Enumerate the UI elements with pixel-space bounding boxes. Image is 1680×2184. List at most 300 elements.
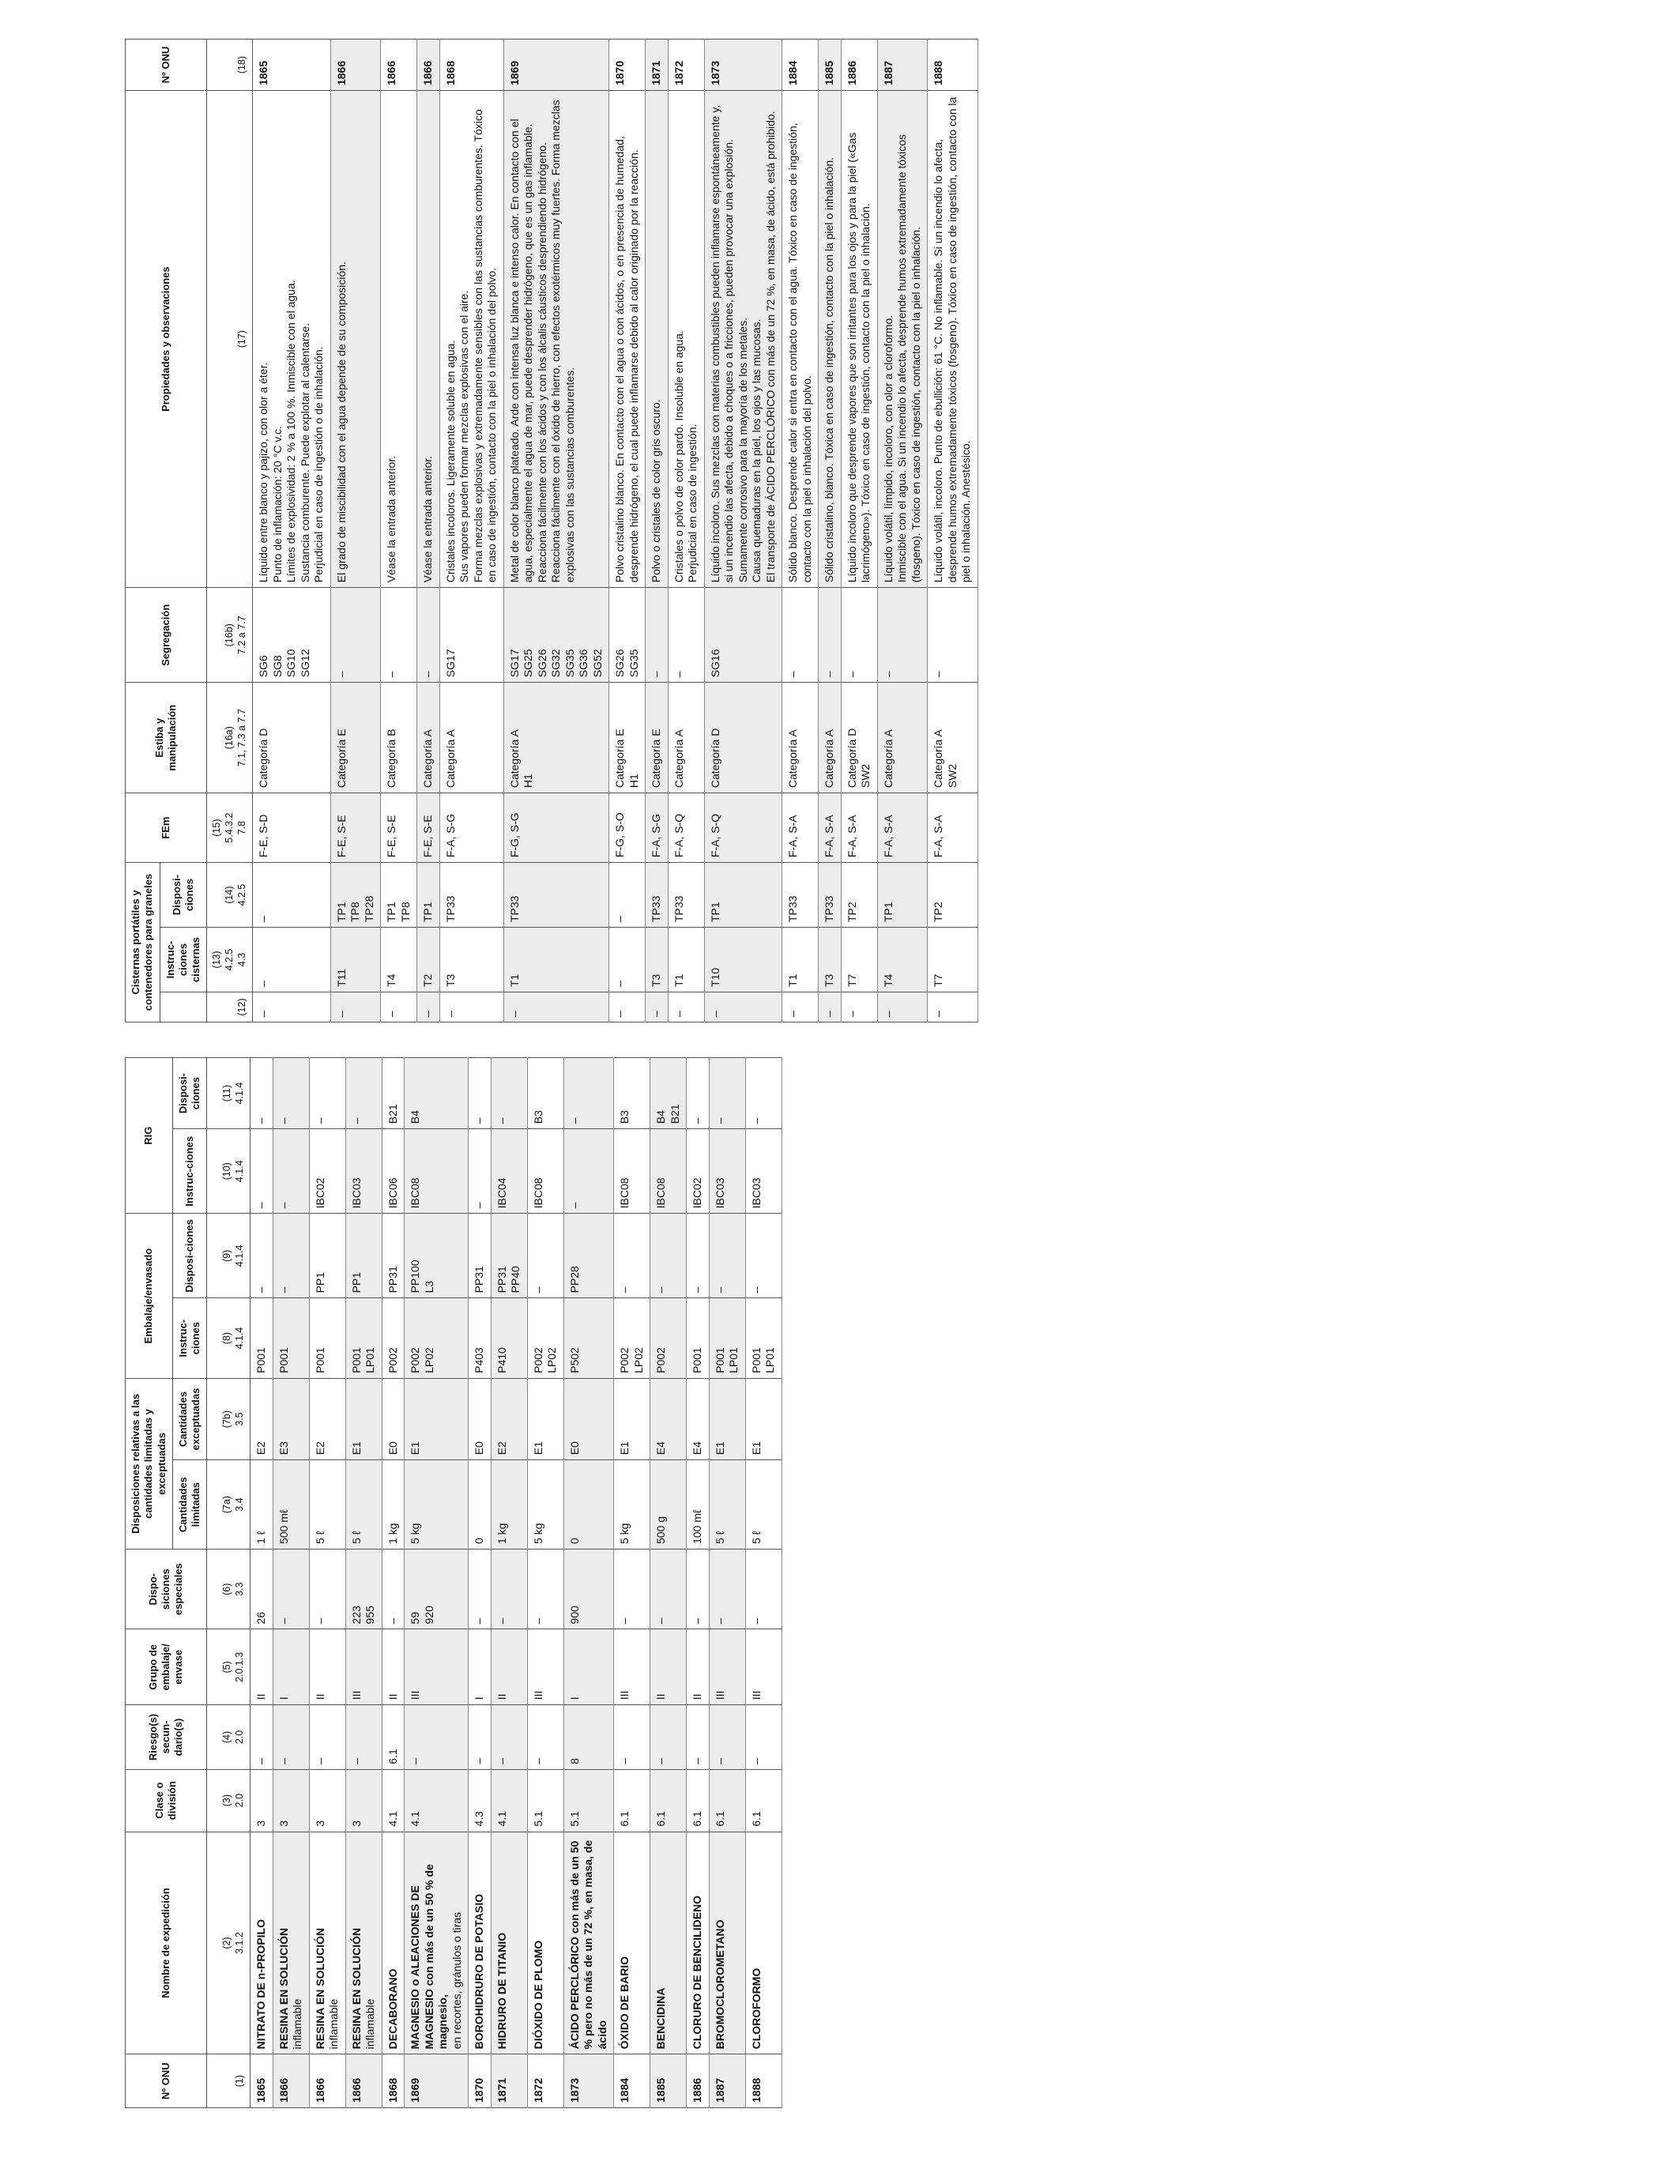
cell-c7a: 1 kg (382, 1460, 405, 1550)
shipping-name-cell (273, 1832, 309, 2054)
cell-c15: F-A, S-G (439, 793, 503, 863)
cell-c16b: – (330, 588, 381, 683)
cell-c14: – (253, 863, 331, 928)
cell-c8: P410 (491, 1298, 527, 1378)
cell-c8: P001 LP01 (345, 1298, 382, 1378)
cell-c8: P001 LP01 (745, 1298, 782, 1378)
cell-c8: P001 LP01 (709, 1298, 745, 1378)
cell-c13: T4 (381, 928, 417, 992)
cell-c7a: 5 ℓ (309, 1460, 345, 1550)
cell-c3: 6.1 (745, 1769, 782, 1832)
dangerous-goods-list-right-table (125, 39, 978, 1022)
shipping-name-cell (345, 1832, 382, 2054)
cell-c7a: 5 kg (527, 1460, 563, 1550)
header-row (126, 40, 160, 1022)
table-row (646, 40, 669, 1022)
shipping-name-cell (527, 1832, 563, 2054)
cell-c7b: E1 (345, 1378, 382, 1459)
cell-c7b: E1 (527, 1378, 563, 1459)
cell-c6: – (614, 1550, 650, 1629)
cell-c9: PP31 (469, 1214, 492, 1298)
cell-c7b: E1 (614, 1378, 650, 1459)
col-number: (15) 5.4.3.2 7.8 (207, 793, 253, 863)
cell-c7a: 500 mℓ (273, 1460, 309, 1550)
shipping-name-cell (250, 1832, 273, 2054)
cell-c7a: 5 ℓ (345, 1460, 382, 1550)
cell-c14: TP1 TP8 (381, 863, 417, 928)
cell-c16a: Categoría E (330, 683, 381, 793)
un-number-cell: 1884 (614, 2054, 650, 2108)
cell-c3: 6.1 (687, 1769, 710, 1832)
shipping-name: NITRATO DE n-PROPILO (254, 1919, 268, 2050)
cell-c4: 8 (563, 1705, 614, 1769)
cell-c9: PP100 L3 (405, 1214, 469, 1298)
properties-cell: Polvo cristalino blanco. En contacto con el agua o con ácidos, o en presencia de humedad, desprende hidrógeno, el cual puede inflamarse debido al calor originado por la reacción. (609, 91, 646, 588)
table-row (819, 40, 842, 1022)
dangerous-goods-list-left-table (125, 1057, 782, 2108)
shipping-name-cell (469, 1832, 492, 2054)
properties-cell: Sólido blanco. Desprende calor si entra en contacto con el agua. Tóxico en caso de ingestión, contacto con la piel o inhalación del polvo. (782, 91, 819, 588)
cell-c11: – (745, 1058, 782, 1129)
col-number: (2) 3.1.2 (207, 1832, 250, 2054)
cell-c13: T11 (330, 928, 381, 992)
cell-c16b: – (417, 588, 440, 683)
col-header-cantidades-group: Disposiciones relativas a las cantidades limitadas y exceptuadas (126, 1378, 173, 1549)
cell-c6: – (650, 1550, 687, 1629)
col-header-grupo: Grupo de embalaje/ envase (126, 1629, 207, 1705)
properties-cell: Véase la entrada anterior. (417, 91, 440, 588)
properties-cell: Véase la entrada anterior. (381, 91, 417, 588)
cell-c3: 6.1 (709, 1769, 745, 1832)
cell-c14: TP1 (704, 863, 782, 928)
cell-c5: II (650, 1629, 687, 1705)
cell-c15: F-A, S-Q (668, 793, 704, 863)
cell-c7a: 1 ℓ (250, 1460, 273, 1550)
table-row (928, 40, 978, 1022)
left-table-body (250, 1058, 782, 2108)
cell-c16a: Categoría A H1 (503, 683, 609, 793)
table-row (527, 1058, 563, 2108)
cell-c16a: Categoría A (877, 683, 928, 793)
cell-c6: 900 (563, 1550, 614, 1629)
properties-cell: Líquido entre blanco y pajizo, con olor a éter. Punto de inflamación: 20 °C v.c. Límites de explosividad: 2 % a 100 %. Inmiscible con el agua. Sustancia comburente. Puede explotar al calentarse. Perjudicial en caso de ingestión o de inhalación. (253, 91, 331, 588)
shipping-name: DECABORANO (386, 1968, 399, 2050)
cell-c9: – (273, 1214, 309, 1298)
table-row (439, 40, 503, 1022)
cell-c3: 4.1 (405, 1769, 469, 1832)
table-row (330, 40, 381, 1022)
cell-c7a: 5 kg (614, 1460, 650, 1550)
un-number-cell: 1865 (250, 2054, 273, 2108)
cell-c10: IBC03 (745, 1129, 782, 1214)
cell-c7a: 5 kg (405, 1460, 469, 1550)
cell-c13: – (253, 928, 331, 992)
cell-c4: – (491, 1705, 527, 1769)
cell-c9: PP28 (563, 1214, 614, 1298)
cell-c14: TP1 (877, 863, 928, 928)
col-header-estiba: Estiba y manipulación (126, 683, 207, 793)
col-header-rig-group: RIG (126, 1058, 173, 1214)
cell-c16b: SG6 SG8 SG10 SG12 (253, 588, 331, 683)
col-number: (3) 2.0 (207, 1769, 250, 1832)
cell-c6: – (469, 1550, 492, 1629)
cell-c3: 3 (250, 1769, 273, 1832)
col-number: (13) 4.2.5 4.3 (207, 928, 253, 992)
cell-c4: – (709, 1705, 745, 1769)
cell-c16a: Categoría D (253, 683, 331, 793)
shipping-name: BROMOCLOROMETANO (713, 1919, 726, 2050)
cell-c10: IBC06 (382, 1129, 405, 1214)
col-header-emb-disp: Disposi-ciones (172, 1214, 207, 1298)
cell-c7a: 0 (469, 1460, 492, 1550)
cell-c13: T1 (668, 928, 704, 992)
cell-c10: – (250, 1129, 273, 1214)
cell-c4: – (405, 1705, 469, 1769)
un-number-cell-right: 1869 (503, 40, 609, 91)
table-row (503, 40, 609, 1022)
col-number: (18) (207, 40, 253, 91)
cell-c5: III (745, 1629, 782, 1705)
cell-c12: – (668, 992, 704, 1022)
cell-c11: – (491, 1058, 527, 1129)
col-number: (17) (207, 91, 253, 588)
cell-c10: – (563, 1129, 614, 1214)
shipping-name: RESINA EN SOLUCIÓN (313, 1927, 326, 2050)
cell-c9: – (250, 1214, 273, 1298)
cell-c6: 26 (250, 1550, 273, 1629)
cell-c4: – (273, 1705, 309, 1769)
shipping-name-cell (687, 1832, 710, 2054)
cell-c8: P002 LP02 (405, 1298, 469, 1378)
cell-c7b: E3 (273, 1378, 309, 1459)
right-table-body (253, 40, 978, 1022)
cell-c8: P001 (250, 1298, 273, 1378)
cell-c5: I (469, 1629, 492, 1705)
col-header-clase: Clase o división (126, 1769, 207, 1832)
cell-c10: IBC08 (650, 1129, 687, 1214)
cell-c16b: – (646, 588, 669, 683)
table-row (704, 40, 782, 1022)
cell-c5: III (405, 1629, 469, 1705)
cell-c6: 223 955 (345, 1550, 382, 1629)
table-row (417, 40, 440, 1022)
cell-c12: – (819, 992, 842, 1022)
col-number: (14) 4.2.5 (207, 863, 253, 928)
cell-c15: F-A, S-Q (704, 793, 782, 863)
cell-c6: – (745, 1550, 782, 1629)
cell-c12: – (782, 992, 819, 1022)
un-number-cell: 1866 (273, 2054, 309, 2108)
un-number-cell: 1868 (382, 2054, 405, 2108)
cell-c4: – (745, 1705, 782, 1769)
cell-c15: F-A, S-A (877, 793, 928, 863)
table-row (253, 40, 331, 1022)
un-number-cell-right: 1887 (877, 40, 928, 91)
col-header-c12 (160, 992, 207, 1022)
cell-c6: – (687, 1550, 710, 1629)
un-number-cell-right: 1866 (330, 40, 381, 91)
table-row (668, 40, 704, 1022)
cell-c9: PP1 (345, 1214, 382, 1298)
un-number-cell-right: 1870 (609, 40, 646, 91)
cell-c9: PP31 PP40 (491, 1214, 527, 1298)
properties-cell: Líquido incoloro. Sus mezclas con materias combustibles pueden inflamarse espontáneamente y, si un incendio las afecta, debido a choques o a fricciones, pueden provocar una explosión. Sumamente corrosivo para la mayoría de los metales. Causa quemaduras en la piel, los ojos y las mucosas. El transporte de ÁCIDO PERCLÓRICO con más de un 72 %, en masa, de ácido, está prohibido. (704, 91, 782, 588)
cell-c15: F-E, S-E (330, 793, 381, 863)
cell-c16a: Categoría A (668, 683, 704, 793)
col-number: (8) 4.1.4 (207, 1298, 250, 1378)
shipping-name: BENCIDINA (654, 1987, 668, 2050)
shipping-name: ÓXIDO DE BARIO (618, 1956, 631, 2050)
cell-c7b: E1 (405, 1378, 469, 1459)
cell-c10: IBC02 (687, 1129, 710, 1214)
cell-c9: – (527, 1214, 563, 1298)
col-header-onu: Nº ONU (126, 2054, 207, 2108)
table-row (745, 1058, 782, 2108)
shipping-name: HIDRURO DE TITANIO (495, 1932, 508, 2050)
cell-c15: F-E, S-E (417, 793, 440, 863)
col-header-riesgo: Riesgo(s) secun-dario(s) (126, 1705, 207, 1769)
header-row (126, 1058, 173, 2108)
cell-c16a: Categoría A (439, 683, 503, 793)
cell-c14: TP2 (928, 863, 978, 928)
shipping-name-cell (709, 1832, 745, 2054)
un-number-cell-right: 1888 (928, 40, 978, 91)
cell-c8: P001 (309, 1298, 345, 1378)
shipping-name: RESINA EN SOLUCIÓN (349, 1927, 363, 2050)
cell-c11: – (250, 1058, 273, 1129)
cell-c5: II (382, 1629, 405, 1705)
cell-c8: P403 (469, 1298, 492, 1378)
cell-c7b: E0 (563, 1378, 614, 1459)
cell-c16b: – (819, 588, 842, 683)
cell-c3: 5.1 (527, 1769, 563, 1832)
table-row (650, 1058, 687, 2108)
cell-c9: – (709, 1214, 745, 1298)
cell-c11: – (309, 1058, 345, 1129)
un-number-cell-right: 1866 (417, 40, 440, 91)
un-number-cell: 1869 (405, 2054, 469, 2108)
cell-c5: I (273, 1629, 309, 1705)
properties-cell: Líquido volátil, límpido, incoloro, con olor a cloroformo. Inmiscible con el agua. Si un incendio lo afecta, desprende humos extremadamente tóxicos (fosgeno). Tóxico en caso de ingestión, contacto con la piel o inhalación. (877, 91, 928, 588)
cell-c9: – (614, 1214, 650, 1298)
cell-c10: IBC08 (527, 1129, 563, 1214)
col-number: (12) (207, 992, 253, 1022)
col-number: (9) 4.1.4 (207, 1214, 250, 1298)
cell-c12: – (646, 992, 669, 1022)
col-number: (1) (207, 2054, 250, 2108)
cell-c4: – (309, 1705, 345, 1769)
cell-c3: 3 (273, 1769, 309, 1832)
shipping-name-qualifier: inflamable (291, 1998, 304, 2050)
cell-c6: – (527, 1550, 563, 1629)
cell-c13: T1 (503, 928, 609, 992)
cell-c11: B21 (382, 1058, 405, 1129)
cell-c10: – (273, 1129, 309, 1214)
un-number-cell-right: 1873 (704, 40, 782, 91)
un-number-cell: 1866 (345, 2054, 382, 2108)
table-row (250, 1058, 273, 2108)
table-row (877, 40, 928, 1022)
properties-cell: Líquido volátil, incoloro. Punto de ebullición: 61 °C. No inflamable. Si un incendio lo afecta, desprende humos extremadamente tóxicos (fosgeno). Tóxico en caso de ingestión, contacto con la piel o inhalación. Anestésico. (928, 91, 978, 588)
col-number: (11) 4.1.4 (207, 1058, 250, 1129)
cell-c11: – (469, 1058, 492, 1129)
cell-c6: – (382, 1550, 405, 1629)
cell-c16b: – (928, 588, 978, 683)
col-number: (16a) 7.1, 7.3 a 7.7 (207, 683, 253, 793)
col-header-cisternas-group: Cisternas portátiles y contenedores para graneles (126, 863, 160, 1022)
properties-cell: Sólido cristalino, blanco. Tóxica en caso de ingestión, contacto con la piel o inhalación. (819, 91, 842, 588)
cell-c4: – (527, 1705, 563, 1769)
col-header-segregacion: Segregación (126, 588, 207, 683)
cell-c3: 4.1 (382, 1769, 405, 1832)
table-row (381, 40, 417, 1022)
shipping-name-cell (309, 1832, 345, 2054)
un-number-cell: 1887 (709, 2054, 745, 2108)
cell-c16a: Categoría D SW2 (841, 683, 877, 793)
cell-c8: P002 (382, 1298, 405, 1378)
cell-c5: I (563, 1629, 614, 1705)
cell-c16a: Categoría B (381, 683, 417, 793)
cell-c13: T7 (928, 928, 978, 992)
cell-c16a: Categoría A (782, 683, 819, 793)
cell-c11: B4 B21 (650, 1058, 687, 1129)
col-header-rig-disp: Disposi-ciones (172, 1058, 207, 1129)
table-row (382, 1058, 405, 2108)
cell-c5: II (687, 1629, 710, 1705)
col-number: (4) 2.0 (207, 1705, 250, 1769)
cell-c5: II (309, 1629, 345, 1705)
cell-c8: P502 (563, 1298, 614, 1378)
un-number-cell: 1885 (650, 2054, 687, 2108)
cell-c16a: Categoría E H1 (609, 683, 646, 793)
cell-c15: F-E, S-D (253, 793, 331, 863)
cell-c10: IBC04 (491, 1129, 527, 1214)
cell-c4: – (687, 1705, 710, 1769)
cell-c12: – (704, 992, 782, 1022)
cell-c3: 6.1 (650, 1769, 687, 1832)
col-header-cisternas-instr: Instruc-ciones cisternas (160, 928, 207, 992)
cell-c3: 4.1 (491, 1769, 527, 1832)
cell-c13: – (609, 928, 646, 992)
cell-c16b: SG26 SG35 (609, 588, 646, 683)
cell-c16b: – (381, 588, 417, 683)
cell-c12: – (609, 992, 646, 1022)
table-row (687, 1058, 710, 2108)
cell-c11: – (345, 1058, 382, 1129)
cell-c8: P001 (273, 1298, 309, 1378)
table-row (469, 1058, 492, 2108)
cell-c4: – (469, 1705, 492, 1769)
cell-c10: IBC08 (405, 1129, 469, 1214)
cell-c11: – (273, 1058, 309, 1129)
cell-c7b: E0 (469, 1378, 492, 1459)
cell-c13: T3 (646, 928, 669, 992)
cell-c5: III (345, 1629, 382, 1705)
cell-c6: – (709, 1550, 745, 1629)
cell-c13: T10 (704, 928, 782, 992)
cell-c16a: Categoría A (417, 683, 440, 793)
shipping-name: CLOROFORMO (749, 1967, 763, 2050)
cell-c13: T7 (841, 928, 877, 992)
shipping-name-cell (745, 1832, 782, 2054)
cell-c4: – (614, 1705, 650, 1769)
cell-c12: – (330, 992, 381, 1022)
cell-c12: – (503, 992, 609, 1022)
cell-c7a: 100 mℓ (687, 1460, 710, 1550)
cell-c6: – (491, 1550, 527, 1629)
cell-c14: TP33 (819, 863, 842, 928)
properties-cell: Cristales incoloros. Ligeramente soluble en agua. Sus vapores pueden formar mezclas explosivas con el aire. Forma mezclas explosivas y extremadamente sensibles con las sustancias comburentes. Tóxico en caso de ingestión, contacto con la piel o inhalación del polvo. (439, 91, 503, 588)
properties-cell: El grado de miscibilidad con el agua depende de su composición. (330, 91, 381, 588)
cell-c5: II (250, 1629, 273, 1705)
cell-c9: – (650, 1214, 687, 1298)
cell-c16b: – (782, 588, 819, 683)
cell-c9: – (687, 1214, 710, 1298)
cell-c3: 3 (309, 1769, 345, 1832)
table-row (563, 1058, 614, 2108)
cell-c7b: E1 (709, 1378, 745, 1459)
cell-c12: – (253, 992, 331, 1022)
cell-c3: 5.1 (563, 1769, 614, 1832)
col-header-cant-limitadas: Cantidades limitadas (172, 1460, 207, 1550)
cell-c7b: E4 (650, 1378, 687, 1459)
cell-c11: – (687, 1058, 710, 1129)
un-number-cell-right: 1865 (253, 40, 331, 91)
cell-c9: – (745, 1214, 782, 1298)
cell-c14: TP2 (841, 863, 877, 928)
cell-c14: TP1 (417, 863, 440, 928)
un-number-cell-right: 1866 (381, 40, 417, 91)
properties-cell: Cristales o polvo de color pardo. Insoluble en agua. Perjudicial en caso de ingestión. (668, 91, 704, 588)
cell-c14: TP33 (503, 863, 609, 928)
shipping-name: RESINA EN SOLUCIÓN (277, 1927, 290, 2050)
col-number: (5) 2.0.1.3 (207, 1629, 250, 1705)
table-row (782, 40, 819, 1022)
shipping-name: ÁCIDO PERCLÓRICO con más de un 50 % pero no más de un 72 %, en masa, de ácido (567, 1839, 608, 2050)
shipping-name-cell (491, 1832, 527, 2054)
cell-c7a: 0 (563, 1460, 614, 1550)
col-header-propiedades: Propiedades y observaciones (126, 91, 207, 588)
cell-c14: TP33 (439, 863, 503, 928)
cell-c15: F-G, S-G (503, 793, 609, 863)
cell-c7a: 500 g (650, 1460, 687, 1550)
col-number: (10) 4.1.4 (207, 1129, 250, 1214)
shipping-name-cell (405, 1832, 469, 2054)
column-number-row (207, 40, 253, 1022)
table-row (841, 40, 877, 1022)
cell-c7b: E2 (491, 1378, 527, 1459)
cell-c12: – (439, 992, 503, 1022)
cell-c8: P002 LP02 (614, 1298, 650, 1378)
cell-c12: – (841, 992, 877, 1022)
cell-c14: TP33 (782, 863, 819, 928)
cell-c10: IBC08 (614, 1129, 650, 1214)
shipping-name-qualifier: inflamable (363, 1998, 377, 2050)
un-number-cell: 1870 (469, 2054, 492, 2108)
cell-c7b: E2 (309, 1378, 345, 1459)
table-row (309, 1058, 345, 2108)
un-number-cell-right: 1885 (819, 40, 842, 91)
cell-c16b: SG16 (704, 588, 782, 683)
cell-c11: – (709, 1058, 745, 1129)
cell-c5: III (527, 1629, 563, 1705)
col-number: (16b) 7.2 a 7.7 (207, 588, 253, 683)
cell-c14: TP33 (668, 863, 704, 928)
cell-c5: III (614, 1629, 650, 1705)
cell-c7b: E4 (687, 1378, 710, 1459)
cell-c7b: E2 (250, 1378, 273, 1459)
shipping-name-qualifier: en recortes, gránulos o tiras (450, 1911, 463, 2050)
